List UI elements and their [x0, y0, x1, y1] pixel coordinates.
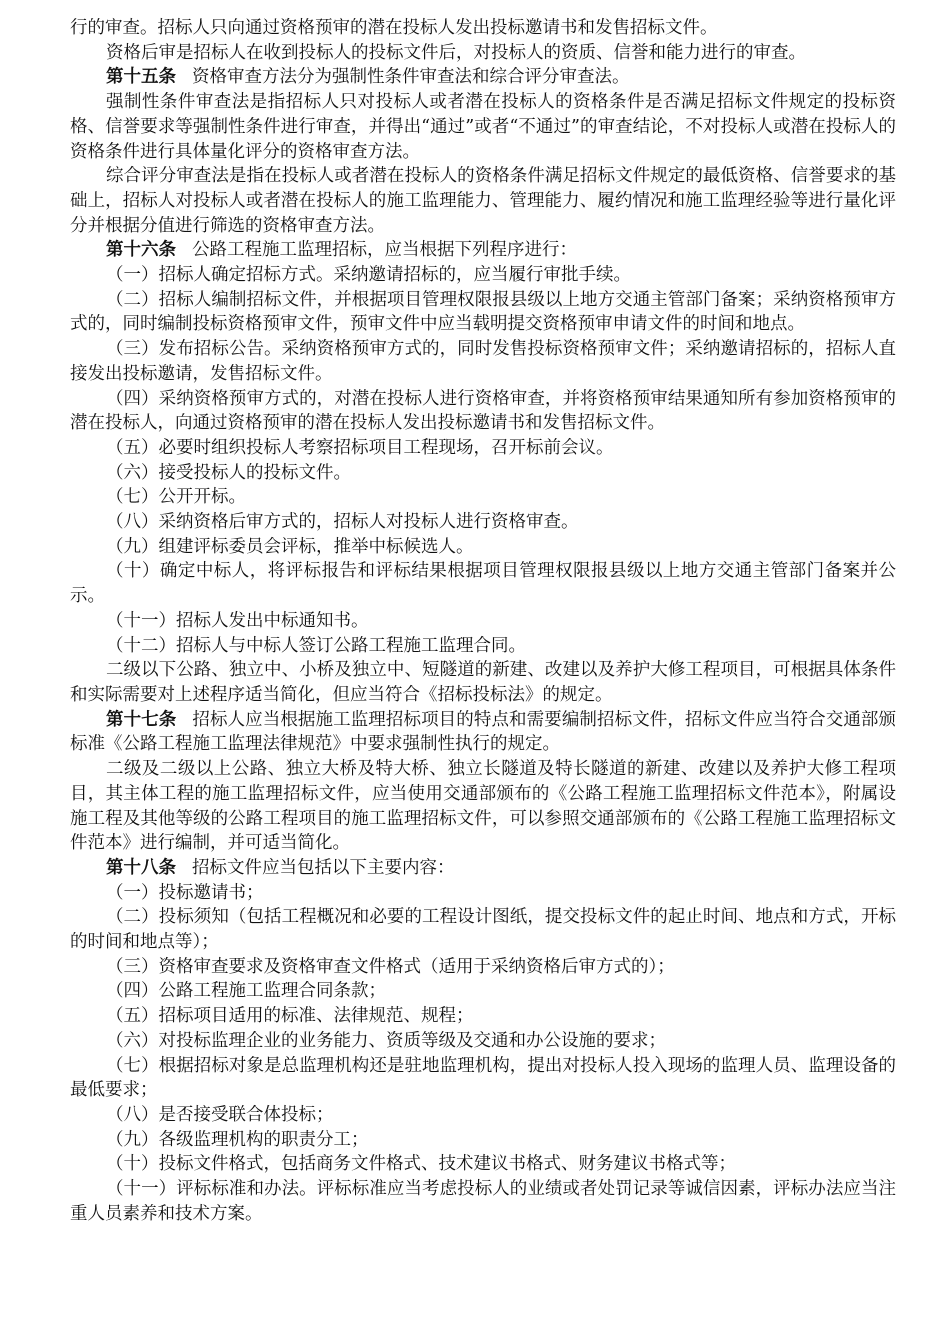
body-paragraph	[70, 881, 896, 906]
paragraph-text: 二级及二级以上公路、独立大桥及特大桥、独立长隧道及特长隧道的新建、改建以及养护大修工程项目，其主体工程的施工监理招标文件，应当使用交通部颁布的《公路工程施工监理招标文件范本》，附属设施工程及其他等级的公路工程项目的施工监理招标文件，可以参照交通部颁布的《公路工程施工监理招标文件范本》进行编制，并可适当简化。	[70, 759, 896, 854]
paragraph-text: 资格后审是招标人在收到投标人的投标文件后，对投标人的资质、信誉和能力进行的审查。	[106, 42, 806, 63]
article-paragraph	[70, 856, 896, 881]
body-paragraph	[70, 955, 896, 980]
paragraph-text: （二）招标人编制招标文件，并根据项目管理权限报县级以上地方交通主管部门备案；采纳资格预审方式的，同时编制投标资格预审文件，预审文件中应当载明提交资格预审申请文件的时间和地点。	[70, 289, 896, 335]
article-paragraph	[70, 238, 896, 263]
article-number: 第十七条	[106, 709, 177, 730]
paragraph-text: 强制性条件审查法是指招标人只对投标人或者潜在投标人的资格条件是否满足招标文件规定的投标资格、信誉要求等强制性条件进行审查，并得出“通过”或者“不通过”的审查结论，不对投标人或潜在投标人的资格条件进行具体量化评分的资格审查方法。	[70, 92, 896, 162]
body-paragraph	[70, 757, 896, 856]
body-paragraph	[70, 337, 896, 386]
body-paragraph	[70, 1054, 896, 1103]
paragraph-text: （十）确定中标人，将评标报告和评标结果根据项目管理权限报县级以上地方交通主管部门备案并公示。	[70, 561, 896, 607]
body-paragraph	[70, 1004, 896, 1029]
paragraph-text: 行的审查。招标人只向通过资格预审的潜在投标人发出投标邀请书和发售招标文件。	[70, 18, 718, 38]
paragraph-text: （三）发布招标公告。采纳资格预审方式的，同时发售投标资格预审文件；采纳邀请招标的，招标人直接发出投标邀请，发售招标文件。	[70, 339, 896, 384]
paragraph-text: 招标人应当根据施工监理招标项目的特点和需要编制招标文件，招标文件应当符合交通部颁标准《公路工程施工监理法律规范》中要求强制性执行的规定。	[70, 709, 896, 755]
body-paragraph	[70, 535, 896, 560]
document-page	[70, 16, 896, 1226]
body-paragraph	[70, 485, 896, 510]
paragraph-text: 资格审查方法分为强制性条件审查法和综合评分审查法。	[192, 67, 630, 88]
paragraph-text: （七）公开开标。	[106, 487, 246, 508]
body-paragraph	[70, 1128, 896, 1153]
body-paragraph	[70, 263, 896, 288]
body-paragraph	[70, 288, 896, 337]
article-number: 第十六条	[106, 240, 176, 261]
body-paragraph	[70, 461, 896, 486]
body-paragraph	[70, 41, 896, 66]
body-paragraph	[70, 609, 896, 634]
paragraph-text: 公路工程施工监理招标，应当根据下列程序进行：	[192, 240, 577, 261]
paragraph-text: （八）是否接受联合体投标；	[106, 1104, 334, 1125]
body-paragraph	[70, 1177, 896, 1226]
paragraph-text: （七）根据招标对象是总监理机构还是驻地监理机构，提出对投标人投入现场的监理人员、监理设备的最低要求；	[70, 1055, 896, 1101]
paragraph-text: （九）组建评标委员会评标，推举中标候选人。	[106, 536, 474, 557]
body-paragraph	[70, 1152, 896, 1177]
paragraph-text: （五）必要时组织投标人考察招标项目工程现场，召开标前会议。	[106, 437, 614, 458]
paragraph-text: （四）采纳资格预审方式的，对潜在投标人进行资格审查，并将资格预审结果通知所有参加资格预审的潜在投标人，向通过资格预审的潜在投标人发出投标邀请书和发售招标文件。	[70, 388, 896, 434]
paragraph-text: （十二）招标人与中标人签订公路工程施工监理合同。	[106, 635, 526, 656]
paragraph-text: （四）公路工程施工监理合同条款；	[106, 981, 386, 1002]
body-paragraph	[70, 634, 896, 659]
paragraph-text: （十一）招标人发出中标通知书。	[106, 610, 369, 631]
article-number: 第十八条	[106, 857, 176, 878]
article-paragraph	[70, 65, 896, 90]
paragraph-text: （十）投标文件格式，包括商务文件格式、技术建议书格式、财务建议书格式等；	[106, 1154, 736, 1175]
paragraph-text: （六）接受投标人的投标文件。	[106, 462, 351, 483]
body-paragraph	[70, 905, 896, 954]
body-paragraph	[70, 16, 896, 41]
paragraph-text: 综合评分审查法是指在投标人或者潜在投标人的资格条件满足招标文件规定的最低资格、信誉要求的基础上，招标人对投标人或者潜在投标人的施工监理能力、管理能力、履约情况和施工监理经验等进行量化评分并根据分值进行筛选的资格审查方法。	[70, 166, 896, 236]
body-paragraph	[70, 436, 896, 461]
body-paragraph	[70, 1029, 896, 1054]
body-paragraph	[70, 387, 896, 436]
paragraph-text: （六）对投标监理企业的业务能力、资质等级及交通和办公设施的要求；	[106, 1030, 666, 1051]
body-paragraph	[70, 164, 896, 238]
body-paragraph	[70, 1103, 896, 1128]
paragraph-text: （一）投标邀请书；	[106, 882, 264, 903]
paragraph-text: （十一）评标标准和办法。评标标准应当考虑投标人的业绩或者处罚记录等诚信因素，评标办法应当注重人员素养和技术方案。	[70, 1179, 896, 1224]
body-paragraph	[70, 559, 896, 608]
paragraph-text: （二）投标须知（包括工程概况和必要的工程设计图纸，提交投标文件的起止时间、地点和方式，开标的时间和地点等）；	[70, 907, 896, 953]
paragraph-text: （八）采纳资格后审方式的，招标人对投标人进行资格审查。	[106, 512, 579, 533]
paragraph-text: （九）各级监理机构的职责分工；	[106, 1129, 369, 1150]
paragraph-text: 招标文件应当包括以下主要内容：	[192, 857, 455, 878]
paragraph-text: （一）招标人确定招标方式。采纳邀请招标的，应当履行审批手续。	[106, 265, 631, 286]
body-paragraph	[70, 90, 896, 164]
article-paragraph	[70, 708, 896, 757]
article-number: 第十五条	[106, 67, 176, 88]
body-paragraph	[70, 658, 896, 707]
paragraph-text: （三）资格审查要求及资格审查文件格式（适用于采纳资格后审方式的）；	[106, 956, 675, 977]
body-paragraph	[70, 510, 896, 535]
paragraph-text: （五）招标项目适用的标准、法律规范、规程；	[106, 1006, 474, 1027]
body-paragraph	[70, 979, 896, 1004]
paragraph-text: 二级以下公路、独立中、小桥及独立中、短隧道的新建、改建以及养护大修工程项目，可根据具体条件和实际需要对上述程序适当简化，但应当符合《招标投标法》的规定。	[70, 660, 896, 705]
